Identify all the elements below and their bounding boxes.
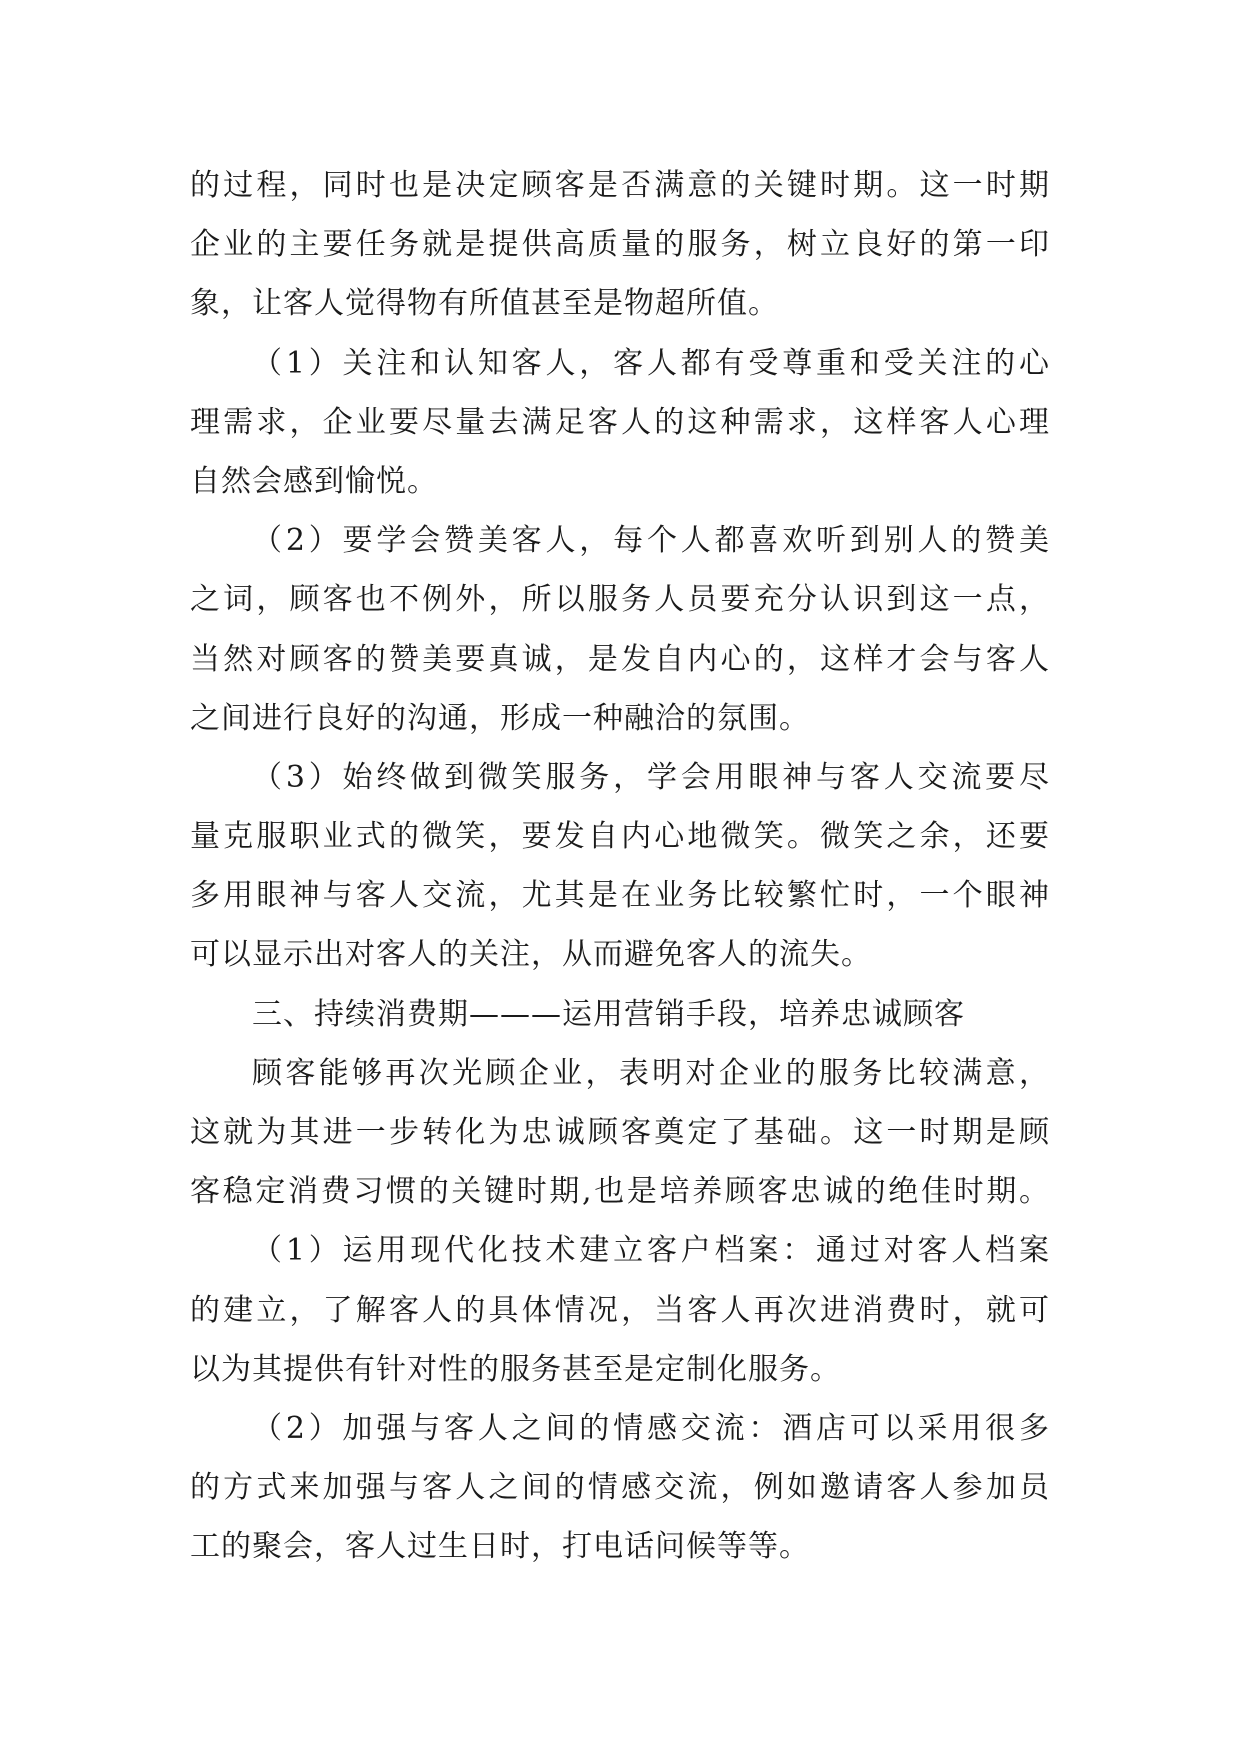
text-line: 三、持续消费期———运用营销手段，培养忠诚顾客 <box>252 996 965 1032</box>
text-line: 这就为其进一步转化为忠诚顾客奠定了基础。这一时期是顾 <box>190 1115 1050 1150</box>
text-line: 的建立，了解客人的具体情况，当客人再次进消费时，就可 <box>190 1292 1050 1328</box>
text-line: 客稳定消费习惯的关键时期,也是培养顾客忠诚的绝佳时期。 <box>190 1174 1050 1210</box>
text-line: 以为其提供有针对性的服务甚至是定制化服务。 <box>190 1351 841 1387</box>
text-line: （3）始终做到微笑服务，学会用眼神与客人交流要尽 <box>252 759 1050 795</box>
text-line: 自然会感到愉悦。 <box>190 463 438 499</box>
text-line: （2）要学会赞美客人，每个人都喜欢听到别人的赞美 <box>252 523 1050 559</box>
text-line: 之词，顾客也不例外，所以服务人员要充分认识到这一点， <box>190 582 1050 618</box>
text-line: 多用眼神与客人交流，尤其是在业务比较繁忙时，一个眼神 <box>190 878 1050 914</box>
text-line: （1）运用现代化技术建立客户档案：通过对客人档案 <box>252 1233 1050 1269</box>
text-line: 企业的主要任务就是提供高质量的服务，树立良好的第一印 <box>190 227 1050 263</box>
text-line: 的过程，同时也是决定顾客是否满意的关键时期。这一时期 <box>190 168 1050 203</box>
text-line: 量克服职业式的微笑，要发自内心地微笑。微笑之余，还要 <box>190 819 1050 855</box>
text-line: 象，让客人觉得物有所值甚至是物超所值。 <box>190 286 779 322</box>
text-line: （1）关注和认知客人，客人都有受尊重和受关注的心 <box>252 345 1050 381</box>
text-line: 的方式来加强与客人之间的情感交流，例如邀请客人参加员 <box>190 1470 1050 1506</box>
text-line: 之间进行良好的沟通，形成一种融洽的氛围。 <box>190 700 810 736</box>
text-line: 当然对顾客的赞美要真诚，是发自内心的，这样才会与客人 <box>190 641 1050 677</box>
text-line: 顾客能够再次光顾企业，表明对企业的服务比较满意， <box>252 1055 1050 1091</box>
text-line: 理需求，企业要尽量去满足客人的这种需求，这样客人心理 <box>190 404 1050 440</box>
text-line: 可以显示出对客人的关注，从而避免客人的流失。 <box>190 937 872 973</box>
body-text <box>190 156 1050 1577</box>
text-line: 工的聚会，客人过生日时，打电话问候等等。 <box>190 1529 810 1565</box>
text-line: （2）加强与客人之间的情感交流：酒店可以采用很多 <box>252 1410 1050 1446</box>
